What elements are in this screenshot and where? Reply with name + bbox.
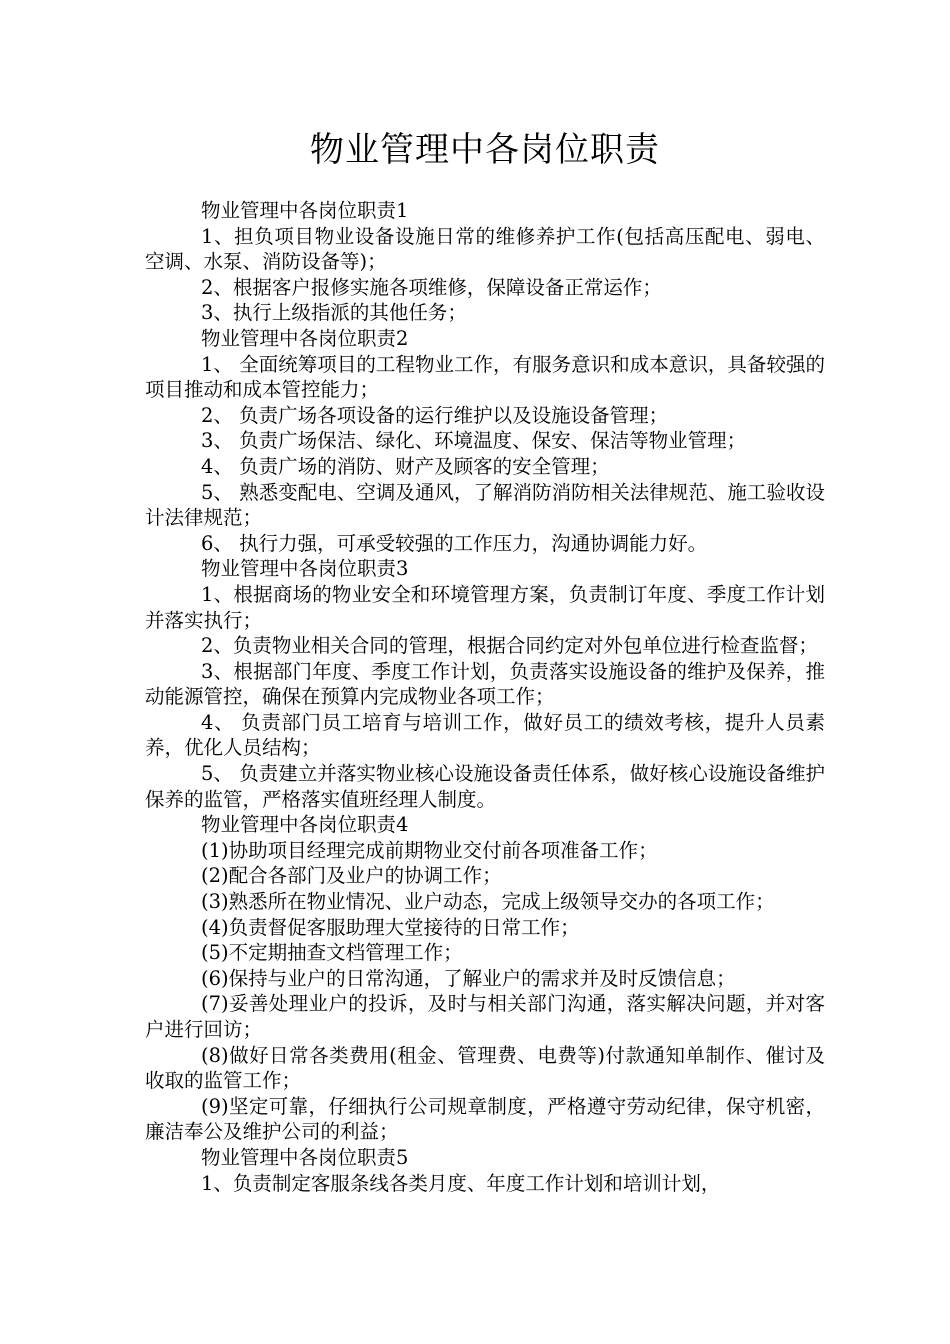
paragraph: 5、 负责建立并落实物业核心设施设备责任体系，做好核心设施设备维护保养的监管，严格落实值班经理人制度。 xyxy=(145,762,825,811)
paragraph: 物业管理中各岗位职责3 xyxy=(201,557,409,581)
paragraph: 3、执行上级指派的其他任务； xyxy=(201,301,467,325)
paragraph: (8)做好日常各类费用(租金、管理费、电费等)付款通知单制作、催讨及收取的监管工作； xyxy=(145,1043,825,1093)
paragraph: 4、 负责广场的消防、财产及顾客的安全管理； xyxy=(201,454,610,478)
paragraph: (2)配合各部门及业户的协调工作； xyxy=(201,864,502,888)
paragraph: 物业管理中各岗位职责2 xyxy=(201,326,409,350)
paragraph: (5)不定期抽查文档管理工作； xyxy=(201,941,463,965)
paragraph: (3)熟悉所在物业情况、业户动态，完成上级领导交办的各项工作； xyxy=(201,890,775,914)
paragraph: 2、根据客户报修实施各项维修，保障设备正常运作； xyxy=(201,275,662,299)
paragraph: (7)妥善处理业户的投诉，及时与相关部门沟通，落实解决问题，并对客户进行回访； xyxy=(145,992,825,1041)
paragraph: 2、 负责广场各项设备的运行维护以及设施设备管理； xyxy=(201,403,669,427)
paragraph: 1、负责制定客服条线各类月度、年度工作计划和培训计划， xyxy=(201,1171,721,1195)
paragraph: 3、根据部门年度、季度工作计划，负责落实设施设备的维护及保养，推动能源管控，确保在预算内完成物业各项工作； xyxy=(145,659,825,709)
paragraph: 物业管理中各岗位职责1 xyxy=(201,199,409,222)
paragraph: 2、负责物业相关合同的管理，根据合同约定对外包单位进行检查监督； xyxy=(201,634,818,658)
paragraph: (9)坚定可靠，仔细执行公司规章制度，严格遵守劳动纪律，保守机密，廉洁奉公及维护公司的利益； xyxy=(145,1094,825,1144)
paragraph: 1、 全面统筹项目的工程物业工作，有服务意识和成本意识，具备较强的项目推动和成本管控能力； xyxy=(145,352,825,402)
paragraph: 物业管理中各岗位职责4 xyxy=(201,813,409,837)
paragraph: (1)协助项目经理完成前期物业交付前各项准备工作； xyxy=(201,838,658,862)
document-body xyxy=(145,198,825,1196)
paragraph: 3、 负责广场保洁、绿化、环境温度、保安、保洁等物业管理； xyxy=(201,429,747,453)
paragraph: 4、 负责部门员工培育与培训工作，做好员工的绩效考核，提升人员素养，优化人员结构； xyxy=(145,710,825,760)
paragraph: 1、根据商场的物业安全和环境管理方案，负责制订年度、季度工作计划并落实执行； xyxy=(145,582,825,632)
paragraph: 1、担负项目物业设备设施日常的维修养护工作(包括高压配电、弱电、空调、水泵、消防设备等)； xyxy=(145,224,825,274)
paragraph: (6)保持与业户的日常沟通，了解业户的需求并及时反馈信息； xyxy=(201,966,736,990)
paragraph: 5、 熟悉变配电、空调及通风，了解消防消防相关法律规范、施工验收设计法律规范； xyxy=(145,480,825,530)
paragraph: (4)负责督促客服助理大堂接待的日常工作； xyxy=(201,915,580,939)
document-title: 物业管理中各岗位职责 xyxy=(310,130,660,170)
paragraph: 物业管理中各岗位职责5 xyxy=(201,1145,409,1169)
paragraph: 6、 执行力强，可承受较强的工作压力，沟通协调能力好。 xyxy=(201,531,708,555)
